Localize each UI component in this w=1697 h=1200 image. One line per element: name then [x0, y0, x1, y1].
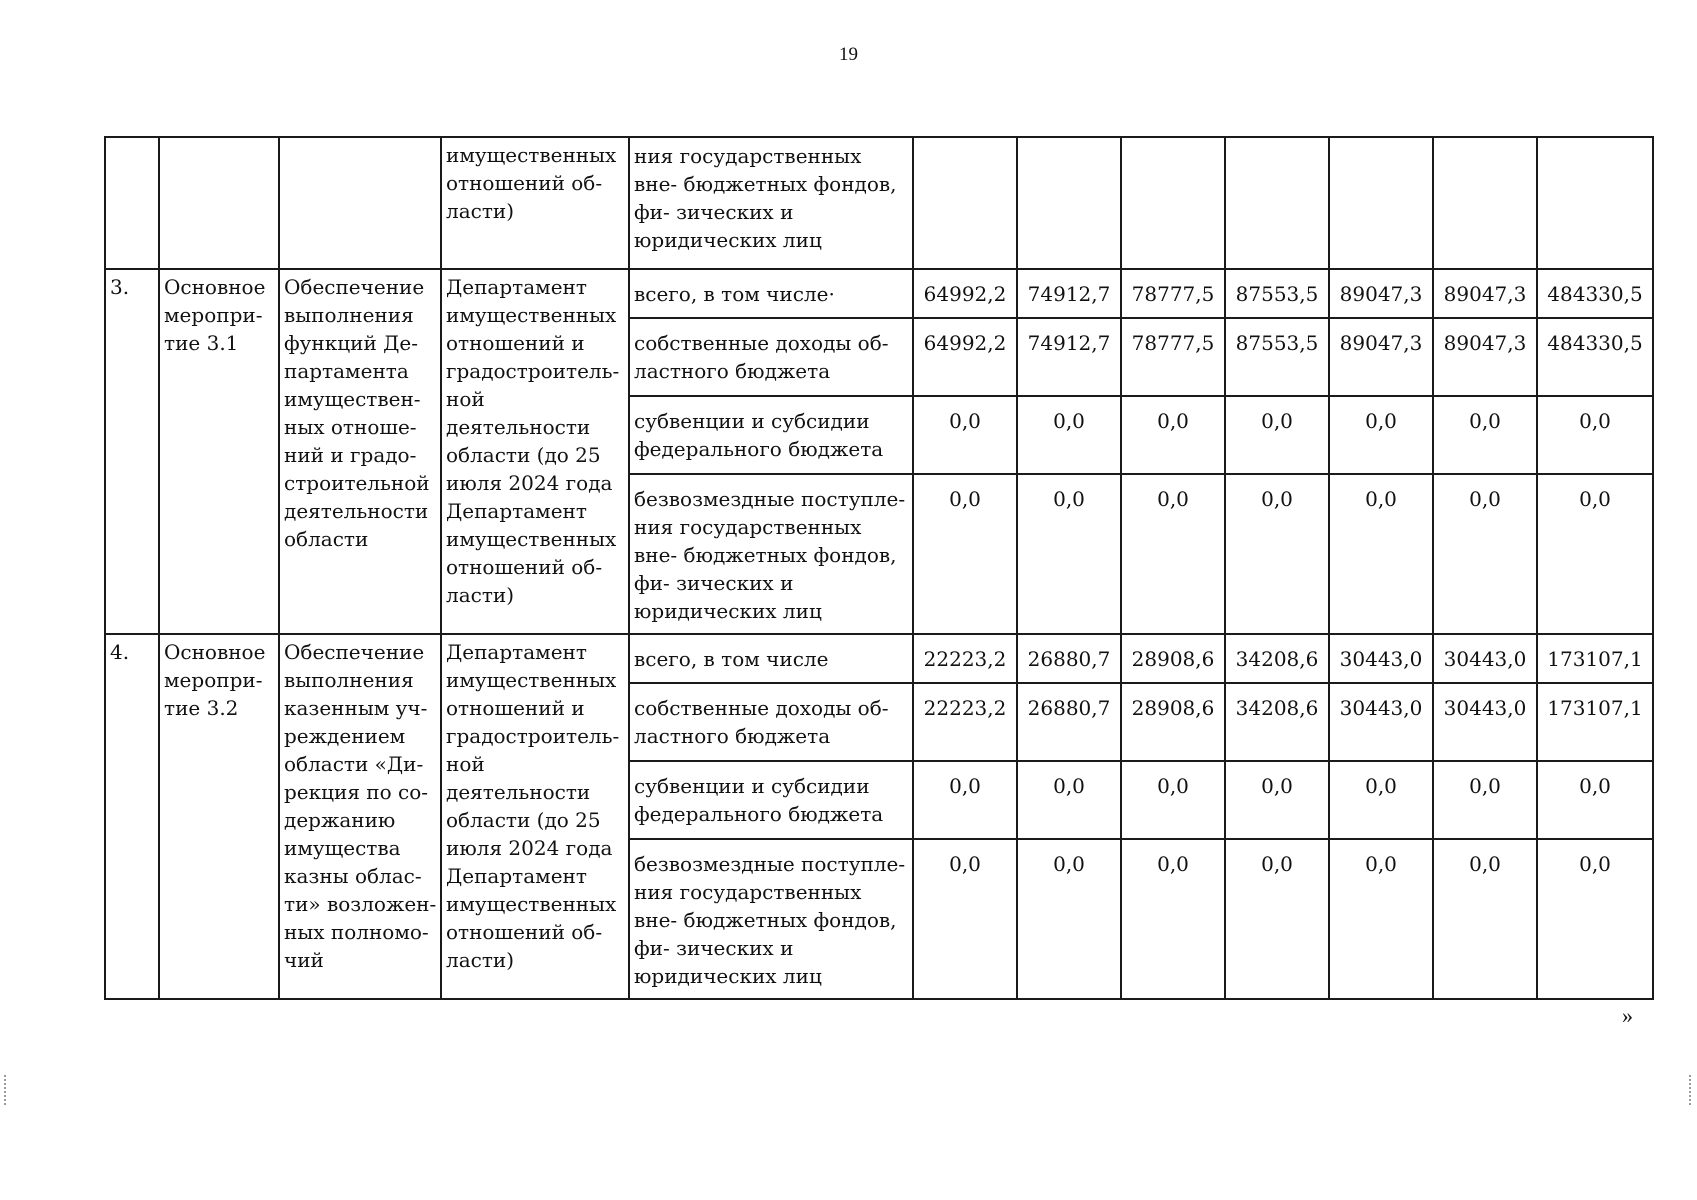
- funding-source-cell: безвозмездные поступле- ния государственных вне- бюджетных фондов, фи- зических и юридических лиц: [629, 474, 913, 634]
- table-row: [105, 269, 1653, 318]
- amount-cell: 0,0: [1537, 839, 1653, 999]
- amount-cell: 0,0: [913, 396, 1017, 474]
- value-cell: [1017, 137, 1121, 269]
- amount-cell: 22223,2: [913, 683, 1017, 761]
- funding-source-cell: всего, в том числе·: [629, 269, 913, 318]
- budget-table: [104, 136, 1654, 1000]
- executor-cell: Департамент имущественных отношений и градостроитель- ной деятельности области (до 25 июля 2024 года Департамент имущественных отношений об- ласти): [441, 269, 629, 634]
- amount-cell: 0,0: [1225, 839, 1329, 999]
- amount-cell: 0,0: [1121, 839, 1225, 999]
- funding-source-cell: собственные доходы об- ластного бюджета: [629, 318, 913, 396]
- amount-cell: 173107,1: [1537, 634, 1653, 683]
- measure-description-cell: Обеспечение выполнения функций Де- партамента имуществен- ных отноше- ний и градо- строительной деятельности области: [279, 269, 441, 634]
- amount-cell: 0,0: [1537, 761, 1653, 839]
- amount-cell: 78777,5: [1121, 318, 1225, 396]
- amount-cell: 0,0: [913, 474, 1017, 634]
- amount-cell: 0,0: [1329, 839, 1433, 999]
- amount-cell: 26880,7: [1017, 634, 1121, 683]
- amount-cell: 89047,3: [1433, 269, 1537, 318]
- executor-cell: Департамент имущественных отношений и градостроитель- ной деятельности области (до 25 июля 2024 года Департамент имущественных отношений об- ласти): [441, 634, 629, 999]
- amount-cell: 0,0: [1017, 839, 1121, 999]
- amount-cell: 30443,0: [1433, 683, 1537, 761]
- amount-cell: 0,0: [1121, 474, 1225, 634]
- amount-cell: 0,0: [1329, 761, 1433, 839]
- amount-cell: 0,0: [1329, 396, 1433, 474]
- value-cell: [1329, 137, 1433, 269]
- budget-table-body: [105, 137, 1653, 999]
- executor-cell: имущественных отношений об- ласти): [441, 137, 629, 269]
- amount-cell: 0,0: [913, 761, 1017, 839]
- page-number: 19: [839, 44, 858, 65]
- left-edge-mark: [4, 1075, 8, 1105]
- amount-cell: 34208,6: [1225, 634, 1329, 683]
- amount-cell: 0,0: [1433, 761, 1537, 839]
- amount-cell: 26880,7: [1017, 683, 1121, 761]
- no-cell: [105, 137, 159, 269]
- row-number-cell: 4.: [105, 634, 159, 999]
- amount-cell: 0,0: [1225, 396, 1329, 474]
- amount-cell: 484330,5: [1537, 318, 1653, 396]
- amount-cell: 64992,2: [913, 318, 1017, 396]
- amount-cell: 484330,5: [1537, 269, 1653, 318]
- amount-cell: 78777,5: [1121, 269, 1225, 318]
- amount-cell: 64992,2: [913, 269, 1017, 318]
- value-cell: [1225, 137, 1329, 269]
- continuation-row: [105, 137, 1653, 269]
- amount-cell: 0,0: [1017, 761, 1121, 839]
- amount-cell: 0,0: [1017, 474, 1121, 634]
- description-cell: [279, 137, 441, 269]
- value-cell: [913, 137, 1017, 269]
- closing-quote-mark: »: [1622, 1003, 1633, 1028]
- amount-cell: 87553,5: [1225, 269, 1329, 318]
- measure-name-cell: Основное меропри- тие 3.2: [159, 634, 279, 999]
- amount-cell: 34208,6: [1225, 683, 1329, 761]
- amount-cell: 0,0: [913, 839, 1017, 999]
- amount-cell: 0,0: [1433, 839, 1537, 999]
- amount-cell: 74912,7: [1017, 269, 1121, 318]
- amount-cell: 30443,0: [1329, 683, 1433, 761]
- amount-cell: 173107,1: [1537, 683, 1653, 761]
- measure-description-cell: Обеспечение выполнения казенным уч- реждением области «Ди- рекция по со- держанию имущества казны облас- ти» возложен- ных полномо- чий: [279, 634, 441, 999]
- amount-cell: 22223,2: [913, 634, 1017, 683]
- funding-source-cell: безвозмездные поступле- ния государственных вне- бюджетных фондов, фи- зических и юридических лиц: [629, 839, 913, 999]
- amount-cell: 0,0: [1537, 474, 1653, 634]
- value-cell: [1121, 137, 1225, 269]
- amount-cell: 89047,3: [1329, 318, 1433, 396]
- value-cell: [1433, 137, 1537, 269]
- amount-cell: 30443,0: [1433, 634, 1537, 683]
- amount-cell: 30443,0: [1329, 634, 1433, 683]
- amount-cell: 0,0: [1225, 474, 1329, 634]
- funding-source-cell: субвенции и субсидии федерального бюджета: [629, 761, 913, 839]
- row-number-cell: 3.: [105, 269, 159, 634]
- amount-cell: 0,0: [1433, 396, 1537, 474]
- amount-cell: 0,0: [1017, 396, 1121, 474]
- funding-source-cell: всего, в том числе: [629, 634, 913, 683]
- source-cell: ния государственных вне- бюджетных фондов, фи- зических и юридических лиц: [629, 137, 913, 269]
- funding-source-cell: собственные доходы об- ластного бюджета: [629, 683, 913, 761]
- amount-cell: 28908,6: [1121, 683, 1225, 761]
- amount-cell: 0,0: [1121, 396, 1225, 474]
- amount-cell: 0,0: [1329, 474, 1433, 634]
- budget-table-container: [104, 136, 1652, 1000]
- amount-cell: 0,0: [1121, 761, 1225, 839]
- table-row: [105, 634, 1653, 683]
- right-edge-mark: [1689, 1075, 1693, 1105]
- amount-cell: 87553,5: [1225, 318, 1329, 396]
- amount-cell: 0,0: [1225, 761, 1329, 839]
- name-cell: [159, 137, 279, 269]
- amount-cell: 89047,3: [1433, 318, 1537, 396]
- amount-cell: 89047,3: [1329, 269, 1433, 318]
- funding-source-cell: субвенции и субсидии федерального бюджета: [629, 396, 913, 474]
- amount-cell: 28908,6: [1121, 634, 1225, 683]
- amount-cell: 74912,7: [1017, 318, 1121, 396]
- amount-cell: 0,0: [1537, 396, 1653, 474]
- value-cell: [1537, 137, 1653, 269]
- measure-name-cell: Основное меропри- тие 3.1: [159, 269, 279, 634]
- amount-cell: 0,0: [1433, 474, 1537, 634]
